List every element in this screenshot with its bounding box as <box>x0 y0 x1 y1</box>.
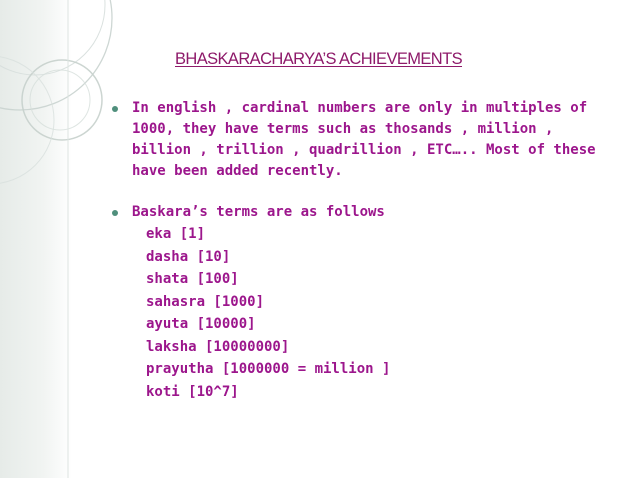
bullet-text: Baskara’s terms are as follows <box>132 204 385 220</box>
terms-list <box>108 223 618 403</box>
term-item: prayutha [1000000 = million ] <box>146 361 391 377</box>
slide-content <box>108 98 618 403</box>
term-item: ayuta [10000] <box>146 316 256 332</box>
term-item: dasha [10] <box>146 248 231 265</box>
term-item: koti [10^7] <box>146 383 239 400</box>
bullet-dot-icon <box>112 106 118 112</box>
term-item: sahasra [1000] <box>146 293 265 310</box>
term-item: eka [1] <box>146 226 206 242</box>
bullet-item <box>108 202 618 223</box>
slide-title: BHASKARACHARYA’S ACHIEVEMENTS <box>175 50 463 68</box>
bullet-item <box>108 98 618 182</box>
bullet-text: In english , cardinal numbers are only in multiples of 1000, they have terms such as thosands , million , billion , trillion , quadrillion , ETC….. Most of these have been added recently. <box>132 100 596 179</box>
term-item: laksha [10000000] <box>146 338 290 355</box>
term-item: shata [100] <box>146 271 239 287</box>
bullet-dot-icon <box>112 210 118 216</box>
